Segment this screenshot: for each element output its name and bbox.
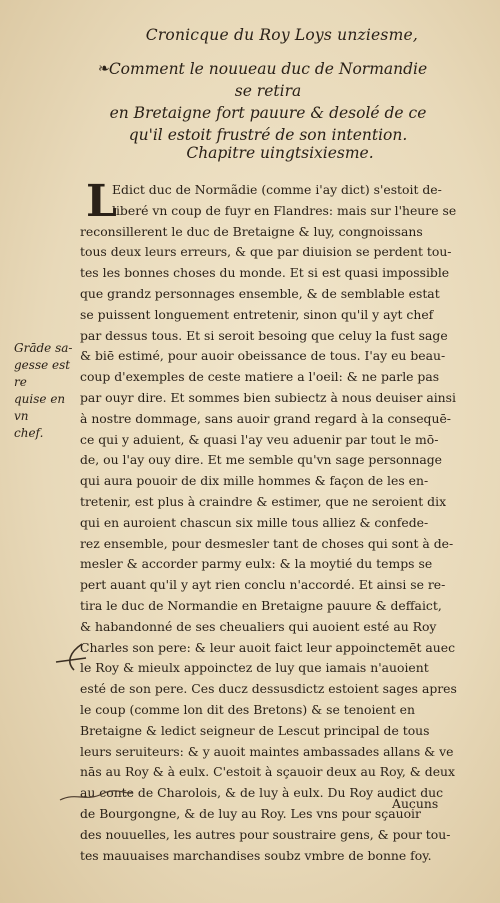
text-line: reconsillerent le duc de Bretaigne & luy, congnoissans <box>80 223 423 239</box>
text-line: & biē estimé, pour auoir obeissance de tous. I'ay eu beau- <box>80 348 446 364</box>
text-line: au conte de Charolois, & de luy à eulx. Du Roy audict duc <box>80 785 444 801</box>
text-line: mesler & accorder parmy eulx: & la moytié du temps se <box>80 556 433 572</box>
text-line: des nouuelles, les autres pour soustraire gens, & pour tou- <box>80 826 451 842</box>
chapter-number: Chapitre uingtsixiesme. <box>186 144 374 162</box>
marginal-note-line: Grāde sa- <box>14 341 73 355</box>
text-line: & habandonné de ses cheualiers qui auoient esté au Roy <box>80 618 437 634</box>
chapter-heading-line: Comment le nouueau duc de Normandie se retira <box>108 60 428 100</box>
text-line: par dessus tous. Et si seroit besoing que celuy la fust sage <box>80 327 448 343</box>
text-line: qui aura pouoir de dix mille hommes & façon de les en- <box>80 473 429 489</box>
text-line: coup d'exemples de ceste matiere a l'oeil: & ne parle pas <box>80 369 440 385</box>
marginal-note-line: quise en vn <box>14 392 66 423</box>
handwritten-bracket-mark <box>52 640 92 680</box>
text-line: par ouyr dire. Et sommes bien subiectz à nous deuiser ainsi <box>80 389 456 405</box>
text-line: à nostre dommage, sans auoir grand regard à la consequē- <box>80 410 451 426</box>
marginal-note-line: chef. <box>14 426 44 440</box>
text-line: tretenir, est plus à craindre & estimer, que ne seroient dix <box>80 493 447 509</box>
chapter-heading-line: en Bretaigne fort pauure & desolé de ce <box>109 104 427 122</box>
text-line: le Roy & mieulx appoinctez de luy que iamais n'auoient <box>80 660 429 676</box>
text-line: que grandz personnages ensemble, & de semblable estat <box>80 285 440 301</box>
text-line: pert auant qu'il y ayt rien conclu n'accordé. Et ainsi se re- <box>80 577 446 593</box>
text-line: tes mauuaises marchandises soubz vmbre de bonne foy. <box>80 847 432 863</box>
text-line: liberé vn coup de fuyr en Flandres: mais sur l'heure se <box>112 202 457 218</box>
text-line: tira le duc de Normandie en Bretaigne pauure & deffaict, <box>80 597 442 613</box>
handwritten-scribble-mark <box>56 786 136 806</box>
text-line: de, ou l'ay ouy dire. Et me semble qu'vn sage personnage <box>80 452 443 468</box>
chapter-heading <box>98 58 438 146</box>
text-line: rez ensemble, pour desmesler tant de choses qui sont à de- <box>80 535 454 551</box>
text-line: leurs seruiteurs: & y auoit maintes ambassades allans & ve <box>80 743 454 759</box>
body-text <box>80 176 470 866</box>
text-line: ce qui y aduient, & quasi l'ay veu aduenir par tout le mō- <box>80 431 439 447</box>
text-line: Edict duc de Normãdie (comme i'ay dict) s'estoit de- <box>112 182 442 197</box>
text-line: esté de son pere. Ces ducz dessusdictz estoient sages apres <box>80 681 457 697</box>
marginal-note <box>14 340 80 442</box>
text-line: tes les bonnes choses du monde. Et si est quasi impossible <box>80 265 450 281</box>
text-line: Charles son pere: & leur auoit faict leur appoinctemēt auec <box>80 639 456 655</box>
text-line: le coup (comme lon dit des Bretons) & se tenoient en <box>80 701 415 717</box>
catchword: Aucuns <box>392 796 439 811</box>
text-line: qui en auroient chascun six mille tous alliez & confede- <box>80 514 429 530</box>
text-line: tous deux leurs erreurs, & que par diuision se perdent tou- <box>80 244 452 260</box>
fleuron-icon: ❧ <box>98 61 110 77</box>
text-line: se puissent longuement entretenir, sinon qu'il y ayt chef <box>80 306 434 322</box>
text-line: de Bourgongne, & de luy au Roy. Les vns pour sçauoir <box>80 805 421 821</box>
text-line: Bretaigne & ledict seigneur de Lescut principal de tous <box>80 722 430 738</box>
marginal-note-line: gesse est re <box>14 358 71 389</box>
running-head: Cronicque du Roy Loys unziesme, <box>145 26 418 44</box>
drop-cap: L <box>86 176 117 227</box>
text-line: nās au Roy & à eulx. C'estoit à sçauoir deux au Roy, & deux <box>80 764 456 780</box>
chapter-heading-line: qu'il estoit frustré de son intention. <box>128 126 408 144</box>
